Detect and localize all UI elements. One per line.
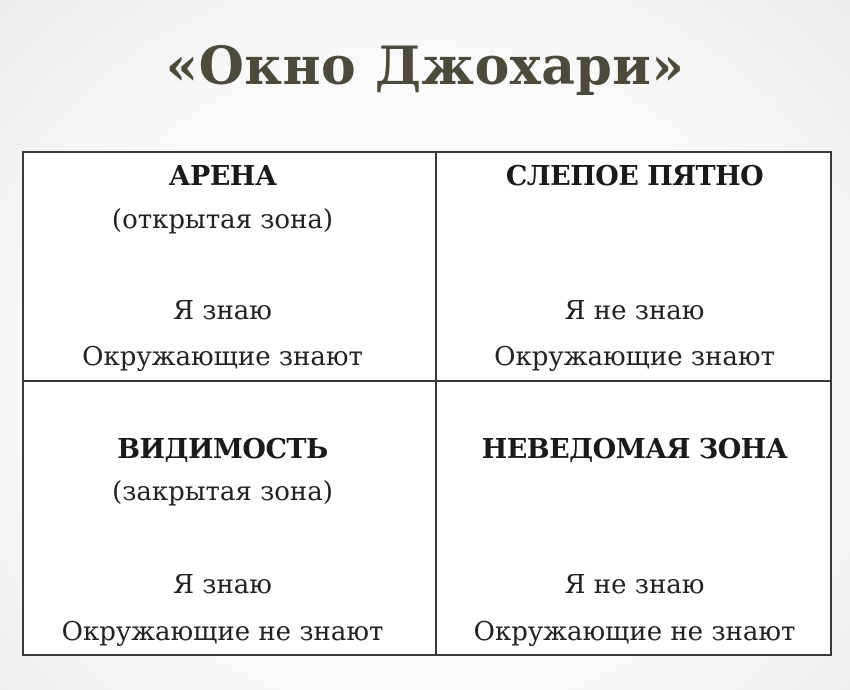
quadrant-others-line: Окружающие не знают xyxy=(61,617,384,647)
quadrant-self-line: Я не знаю xyxy=(564,570,705,600)
quadrant-others-line: Окружающие знают xyxy=(494,342,775,372)
quadrant-heading: СЛЕПОЕ ПЯТНО xyxy=(505,161,764,192)
quadrant-others-line: Окружающие не знают xyxy=(473,617,796,647)
quadrant-blind-spot xyxy=(437,153,832,382)
quadrant-others-line: Окружающие знают xyxy=(82,342,363,372)
quadrant-facade xyxy=(24,382,437,654)
johari-window-grid xyxy=(22,151,832,656)
quadrant-subtitle: (закрытая зона) xyxy=(112,477,333,507)
quadrant-unknown xyxy=(437,382,832,654)
quadrant-self-line: Я знаю xyxy=(173,570,272,600)
slide-title: «Окно Джохари» xyxy=(165,36,685,97)
quadrant-heading: НЕВЕДОМАЯ ЗОНА xyxy=(481,434,788,465)
quadrant-subtitle: (открытая зона) xyxy=(111,205,334,235)
quadrant-heading: ВИДИМОСТЬ xyxy=(117,434,328,465)
quadrant-arena xyxy=(24,153,437,382)
quadrant-heading: АРЕНА xyxy=(168,161,277,192)
quadrant-self-line: Я знаю xyxy=(173,296,272,326)
quadrant-self-line: Я не знаю xyxy=(564,296,705,326)
